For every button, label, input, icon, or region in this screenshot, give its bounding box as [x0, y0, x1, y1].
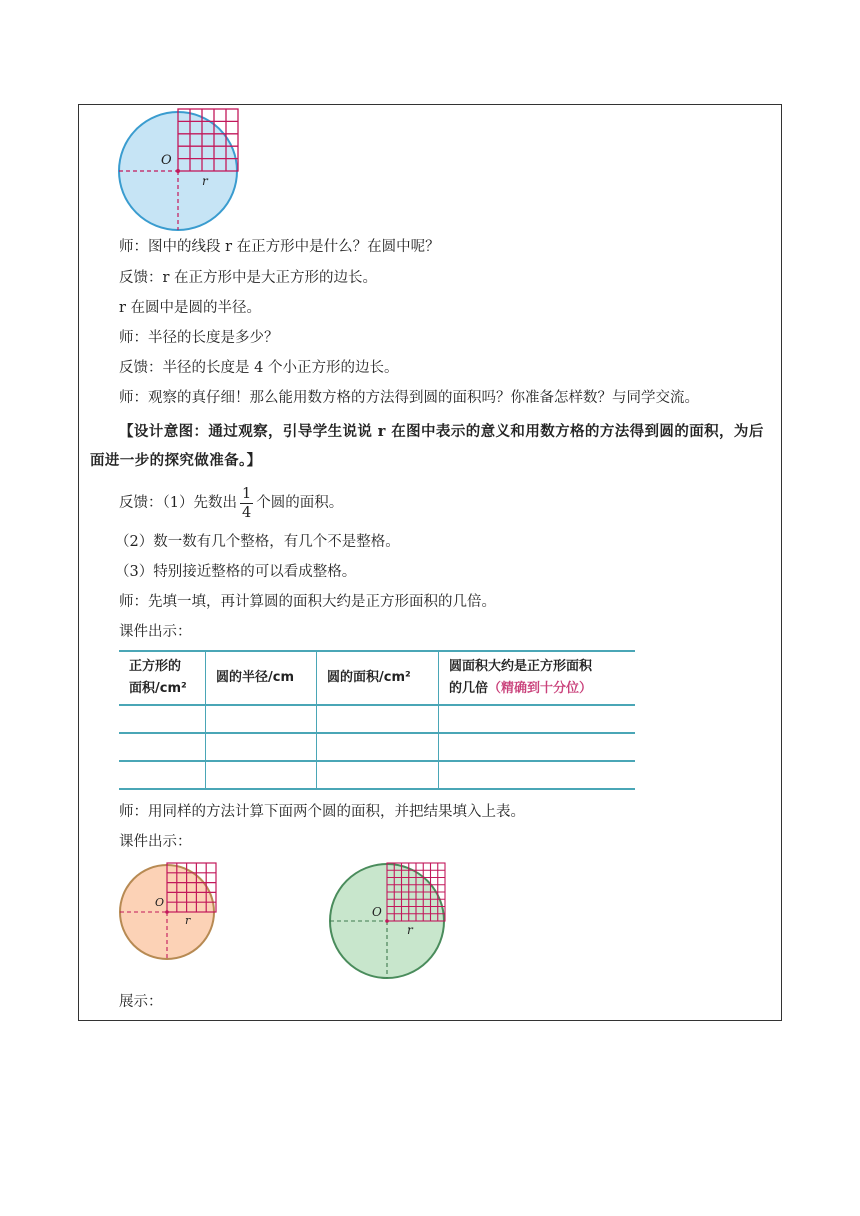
table-row — [119, 733, 635, 761]
table-cell[interactable] — [317, 761, 439, 789]
fraction-numerator: 1 — [241, 485, 252, 502]
orange-radius-label: r — [185, 914, 191, 927]
table-cell[interactable] — [439, 761, 636, 789]
green-radius-label: r — [407, 923, 413, 937]
feedback-3-prefix: 反馈：（1）先数出 — [119, 495, 237, 511]
table-cell[interactable] — [317, 733, 439, 761]
feedback-2: 反馈：半径的长度是 4 个小正方形的边长。 — [119, 360, 399, 376]
teacher-question-2: 师：半径的长度是多少？ — [119, 330, 279, 346]
statement-r-radius: r 在圆中是圆的半径。 — [119, 300, 262, 316]
teacher-instruction-2: 师：用同样的方法计算下面两个圆的面积，并把结果填入上表。 — [119, 804, 525, 820]
table-cell[interactable] — [206, 705, 317, 733]
table-header-row — [119, 651, 635, 705]
orange-center-label: O — [155, 896, 165, 909]
header-square-area-line2: 面积/cm² — [129, 681, 187, 696]
header-square-area-line1: 正方形的 — [129, 659, 182, 674]
header-circle-area: 圆的面积/cm² — [317, 651, 439, 705]
table-cell[interactable] — [317, 705, 439, 733]
table-cell[interactable] — [119, 761, 206, 789]
courseware-label-1: 课件出示： — [119, 624, 192, 640]
area-table — [119, 650, 635, 790]
show-label: 展示： — [119, 994, 163, 1010]
header-square-area — [119, 651, 206, 705]
green-circle-figure — [327, 861, 449, 983]
design-intent: 【设计意图：通过观察，引导学生说说 r 在图中表示的意义和用数方格的方法得到圆的面积，为后面进一步的探究做准备。】 — [90, 423, 764, 469]
header-ratio — [439, 651, 636, 705]
header-ratio-line1: 圆面积大约是正方形面积 — [449, 659, 593, 674]
orange-center-dot — [165, 910, 169, 914]
teacher-question-1: 师：图中的线段 r 在正方形中是什么？在圆中呢？ — [119, 239, 440, 255]
blue-circle-figure — [117, 107, 243, 233]
table-cell[interactable] — [119, 733, 206, 761]
green-center-dot — [385, 919, 389, 923]
courseware-label-2: 课件出示： — [119, 834, 192, 850]
teacher-question-3: 师：观察的真仔细！那么能用数方格的方法得到圆的面积吗？你准备怎样数？与同学交流。 — [119, 390, 699, 406]
table-row — [119, 761, 635, 789]
table-cell[interactable] — [439, 705, 636, 733]
header-ratio-note: （精确到十分位） — [488, 681, 593, 696]
green-center-label: O — [372, 905, 382, 919]
header-ratio-line2: 的几倍 — [449, 681, 489, 696]
blue-center-label: O — [161, 153, 172, 168]
table-cell[interactable] — [439, 733, 636, 761]
header-radius: 圆的半径/cm — [206, 651, 317, 705]
content-frame — [78, 104, 782, 1021]
fraction-denominator: 4 — [241, 504, 252, 521]
feedback-3 — [119, 481, 343, 525]
feedback-1: 反馈：r 在正方形中是大正方形的边长。 — [119, 270, 378, 286]
blue-radius-label: r — [202, 174, 208, 188]
blue-center-dot — [176, 169, 180, 173]
step-3: （3）特别接近整格的可以看成整格。 — [115, 564, 357, 580]
table-cell[interactable] — [206, 761, 317, 789]
orange-circle-figure — [117, 861, 219, 961]
feedback-3-suffix: 个圆的面积。 — [256, 495, 344, 511]
table-row — [119, 705, 635, 733]
table-cell[interactable] — [119, 705, 206, 733]
fraction-one-quarter — [240, 485, 253, 522]
step-2: （2）数一数有几个整格，有几个不是整格。 — [115, 534, 400, 550]
teacher-instruction-1: 师：先填一填，再计算圆的面积大约是正方形面积的几倍。 — [119, 594, 496, 610]
table-cell[interactable] — [206, 733, 317, 761]
